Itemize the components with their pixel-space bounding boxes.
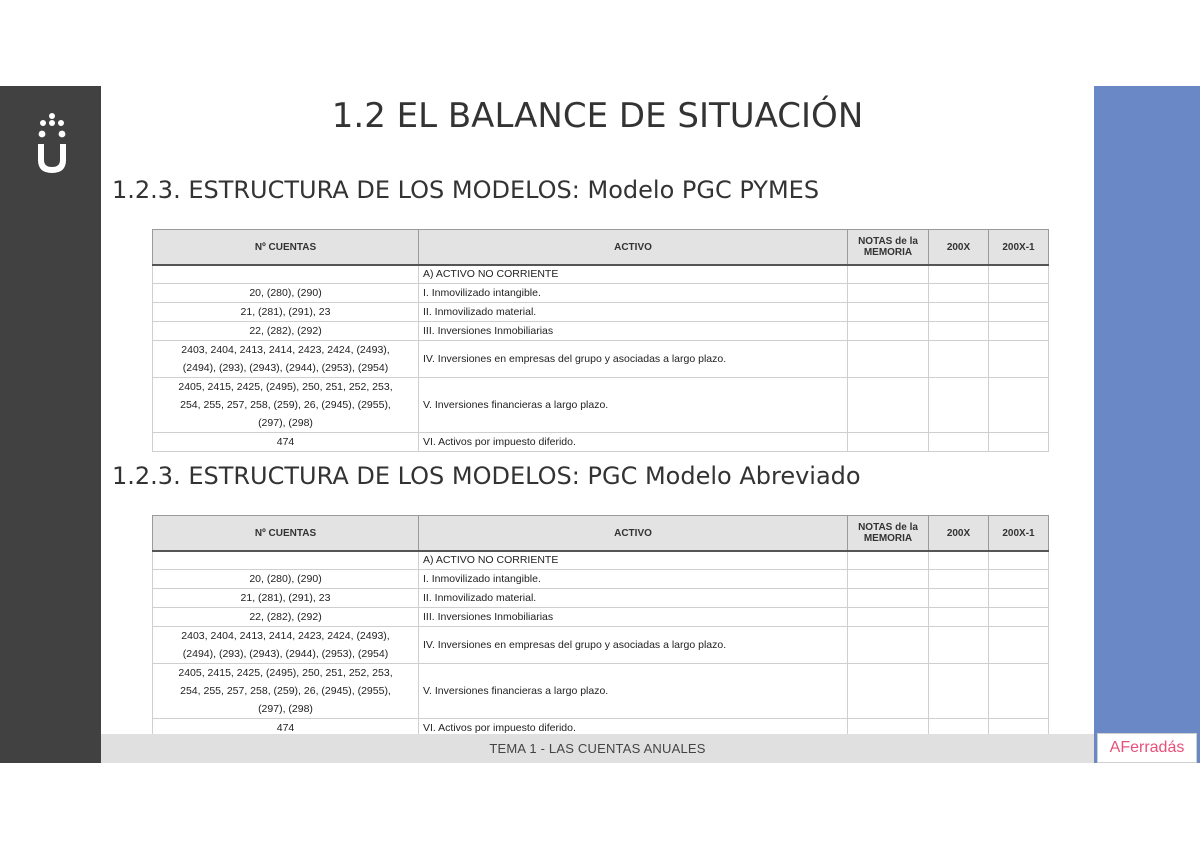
- cell-year: [929, 284, 989, 303]
- header-cuentas: Nº CUENTAS: [153, 230, 419, 266]
- section-heading-prefix: 1.2.3. ESTRUCTURA DE LOS MODELOS:: [112, 462, 580, 490]
- cell-prev-year: [989, 341, 1049, 378]
- header-activo: ACTIVO: [419, 516, 848, 552]
- cell-notas: [848, 589, 929, 608]
- cell-prev-year: [989, 570, 1049, 589]
- section-heading-pymes: [112, 176, 819, 204]
- cell-notas: [848, 433, 929, 452]
- cell-year: [929, 608, 989, 627]
- table-row: [153, 284, 1049, 303]
- left-sidebar-bar: [0, 86, 101, 763]
- cell-prev-year: [989, 664, 1049, 719]
- table-row: [153, 570, 1049, 589]
- cell-prev-year: [989, 322, 1049, 341]
- cell-year: [929, 627, 989, 664]
- balance-table-abreviado: [152, 515, 1049, 738]
- table-header-row: [153, 516, 1049, 552]
- cell-notas: [848, 627, 929, 664]
- cell-notas: [848, 303, 929, 322]
- right-accent-bar: [1094, 86, 1200, 763]
- header-year: 200X: [929, 230, 989, 266]
- cell-notas: [848, 265, 929, 284]
- footer-text: TEMA 1 - LAS CUENTAS ANUALES: [489, 741, 706, 756]
- table-row: [153, 551, 1049, 570]
- author-label: AFerradás: [1097, 733, 1197, 763]
- cell-accounts: [153, 265, 419, 284]
- university-logo-icon: [30, 110, 74, 180]
- table-row: [153, 608, 1049, 627]
- table-row: [153, 433, 1049, 452]
- header-year: 200X: [929, 516, 989, 552]
- cell-accounts: 2405, 2415, 2425, (2495), 250, 251, 252, 253, 254, 255, 257, 258, (259), 26, (2945), (2955), (297), (298): [153, 378, 419, 433]
- cell-accounts: 20, (280), (290): [153, 284, 419, 303]
- section-heading-suffix: Modelo PGC PYMES: [587, 176, 820, 204]
- cell-year: [929, 589, 989, 608]
- table-row: [153, 664, 1049, 719]
- cell-year: [929, 664, 989, 719]
- cell-activo: A) ACTIVO NO CORRIENTE: [419, 551, 848, 570]
- table-row: [153, 589, 1049, 608]
- cell-year: [929, 341, 989, 378]
- cell-activo: VI. Activos por impuesto diferido.: [419, 719, 848, 738]
- cell-notas: [848, 284, 929, 303]
- cell-activo: I. Inmovilizado intangible.: [419, 284, 848, 303]
- table-row: [153, 341, 1049, 378]
- header-cuentas: Nº CUENTAS: [153, 516, 419, 552]
- cell-prev-year: [989, 284, 1049, 303]
- cell-accounts: 22, (282), (292): [153, 608, 419, 627]
- cell-prev-year: [989, 589, 1049, 608]
- cell-activo: II. Inmovilizado material.: [419, 589, 848, 608]
- cell-prev-year: [989, 378, 1049, 433]
- cell-activo: I. Inmovilizado intangible.: [419, 570, 848, 589]
- cell-accounts: 21, (281), (291), 23: [153, 589, 419, 608]
- cell-activo: II. Inmovilizado material.: [419, 303, 848, 322]
- cell-activo: III. Inversiones Inmobiliarias: [419, 322, 848, 341]
- cell-notas: [848, 570, 929, 589]
- header-activo: ACTIVO: [419, 230, 848, 266]
- table-row: [153, 303, 1049, 322]
- cell-accounts: 2403, 2404, 2413, 2414, 2423, 2424, (2493), (2494), (293), (2943), (2944), (2953), (2954): [153, 627, 419, 664]
- cell-notas: [848, 341, 929, 378]
- cell-accounts: [153, 551, 419, 570]
- cell-activo: IV. Inversiones en empresas del grupo y asociadas a largo plazo.: [419, 627, 848, 664]
- table-row: [153, 322, 1049, 341]
- header-prev-year: 200X-1: [989, 230, 1049, 266]
- cell-prev-year: [989, 608, 1049, 627]
- section-heading-abreviado: [112, 462, 861, 490]
- table-row: [153, 265, 1049, 284]
- cell-activo: V. Inversiones financieras a largo plazo.: [419, 664, 848, 719]
- cell-prev-year: [989, 627, 1049, 664]
- cell-notas: [848, 551, 929, 570]
- cell-activo: A) ACTIVO NO CORRIENTE: [419, 265, 848, 284]
- cell-notas: [848, 664, 929, 719]
- cell-prev-year: [989, 303, 1049, 322]
- balance-table-pymes: [152, 229, 1049, 452]
- cell-activo: VI. Activos por impuesto diferido.: [419, 433, 848, 452]
- table-row: [153, 627, 1049, 664]
- table-header-row: [153, 230, 1049, 266]
- cell-year: [929, 322, 989, 341]
- cell-notas: [848, 378, 929, 433]
- cell-accounts: 21, (281), (291), 23: [153, 303, 419, 322]
- cell-year: [929, 570, 989, 589]
- cell-prev-year: [989, 433, 1049, 452]
- cell-year: [929, 265, 989, 284]
- cell-accounts: 474: [153, 719, 419, 738]
- cell-prev-year: [989, 551, 1049, 570]
- cell-activo: IV. Inversiones en empresas del grupo y asociadas a largo plazo.: [419, 341, 848, 378]
- cell-year: [929, 378, 989, 433]
- cell-activo: III. Inversiones Inmobiliarias: [419, 608, 848, 627]
- cell-accounts: 474: [153, 433, 419, 452]
- cell-year: [929, 303, 989, 322]
- section-heading-suffix: PGC Modelo Abreviado: [587, 462, 861, 490]
- cell-activo: V. Inversiones financieras a largo plazo.: [419, 378, 848, 433]
- slide-title: 1.2 EL BALANCE DE SITUACIÓN: [331, 96, 864, 136]
- cell-year: [929, 551, 989, 570]
- header-notas: NOTAS de la MEMORIA: [848, 230, 929, 266]
- cell-prev-year: [989, 265, 1049, 284]
- section-heading-prefix: 1.2.3. ESTRUCTURA DE LOS MODELOS:: [112, 176, 580, 204]
- cell-accounts: 22, (282), (292): [153, 322, 419, 341]
- cell-accounts: 2405, 2415, 2425, (2495), 250, 251, 252, 253, 254, 255, 257, 258, (259), 26, (2945), (2955), (297), (298): [153, 664, 419, 719]
- cell-notas: [848, 322, 929, 341]
- cell-accounts: 2403, 2404, 2413, 2414, 2423, 2424, (2493), (2494), (293), (2943), (2944), (2953), (2954): [153, 341, 419, 378]
- table-row: [153, 378, 1049, 433]
- cell-year: [929, 433, 989, 452]
- header-notas: NOTAS de la MEMORIA: [848, 516, 929, 552]
- cell-notas: [848, 608, 929, 627]
- cell-accounts: 20, (280), (290): [153, 570, 419, 589]
- header-prev-year: 200X-1: [989, 516, 1049, 552]
